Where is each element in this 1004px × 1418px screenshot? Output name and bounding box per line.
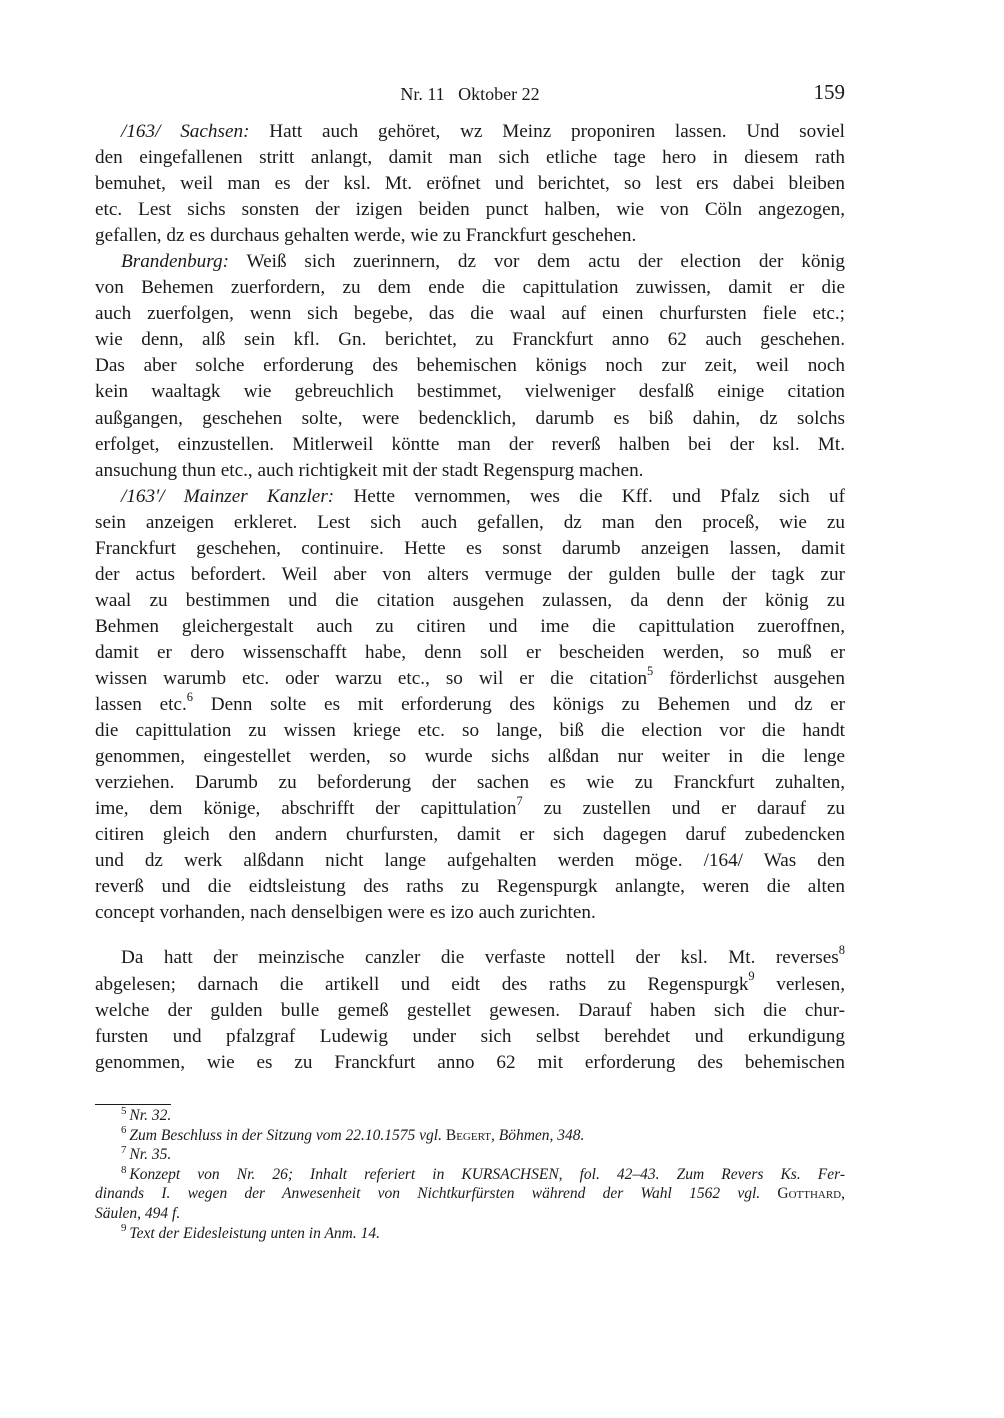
- text-line: /163/ Sachsen: Hatt auch gehöret, wz Meinz proponiren lassen. Und soviel: [121, 121, 845, 142]
- text-line: und dz werk alßdann nicht lange aufgehalten werden möge. /164/ Was den: [95, 850, 845, 872]
- footnotes: [95, 1106, 845, 1243]
- text-line: reverß und die eidtsleistung des raths zu Regenspurgk anlangte, weren die alten: [95, 876, 845, 898]
- footnote-ref[interactable]: 8: [838, 943, 845, 958]
- text-line: concept vorhanden, nach denselbigen were es izo auch zurichten.: [95, 902, 596, 924]
- text-line: damit er dero wissenschafft habe, denn soll er bescheiden werden, so muß er: [95, 641, 845, 663]
- text-line: citiren gleich den andern churfursten, damit er sich dagegen daruf zubedencken: [95, 824, 845, 846]
- paragraph-gap: [95, 926, 845, 945]
- page-number: 159: [813, 80, 845, 104]
- text-line: lassen etc.$^6$ Denn solte es mit erforderung des königs zu Behemen und dz er: [95, 689, 845, 716]
- paragraph-brandenburg: [95, 249, 845, 483]
- text-line: genommen, eingestellet werden, so wurde sichs alßdan nur weiter in die lenge: [95, 746, 845, 768]
- author-name: Begert: [445, 1126, 491, 1144]
- text-line: kein waaltagk wie gebreuchlich bestimmet, vielweniger desfalß einige citation: [95, 381, 845, 403]
- text-line: auch zuerfolgen, wenn sich begebe, das die waal auf einen churfursten fiele etc.;: [95, 303, 845, 325]
- text-line: ime, dem könige, abschrifft der capittulation$^7$ zu zustellen und er darauf zu: [95, 793, 845, 820]
- running-title: Nr. 11 Oktober 22: [400, 84, 540, 104]
- footnote-7: $^7$ Nr. 35.: [121, 1144, 172, 1164]
- footnote-9: $^9$ Text der Eidesleistung unten in Anm. 14.: [121, 1222, 380, 1242]
- text-line: welche der gulden bulle gemeß gestellet gewesen. Darauf haben sich die chur-: [95, 999, 845, 1021]
- footnote-8-cont: dinands I. wegen der Anwesenheit von Nichtkurfürsten während der Wahl 1562 vgl. Gotthard,: [95, 1185, 845, 1203]
- text-line: außgangen, geschehen solte, were bedencklich, darumb es biß dahin, dz solchs: [95, 407, 845, 429]
- text-line: fursten und pfalzgraf Ludewig under sich selbst berehdet und erkundigung: [95, 1025, 845, 1047]
- footnote-8-cont: Säulen, 494 f.: [95, 1204, 181, 1222]
- main-text: [95, 119, 845, 1076]
- footnote-ref[interactable]: 6: [186, 689, 194, 704]
- text-line: abgelesen; darnach die artikell und eidt des raths zu Regenspurgk$^9$ verlesen,: [95, 969, 845, 995]
- page-header: [95, 80, 845, 108]
- text-line: wissen warumb etc. oder warzu etc., so wil er die citation$^5$ förderlichst ausgehen: [95, 663, 845, 689]
- paragraph-sachsen: [95, 119, 845, 249]
- speaker-label: /163/ Sachsen:: [121, 121, 250, 142]
- text-line: gefallen, dz es durchaus gehalten werde, wie zu Franckfurt geschehen.: [95, 225, 637, 247]
- author-name: Gotthard: [777, 1185, 842, 1203]
- text-line: Franckfurt geschehen, continuire. Hette es sonst darumb anzeigen lassen, damit: [95, 537, 845, 559]
- text-line: der actus befordert. Weil aber von alters vermuge der gulden bulle der tagk zur: [95, 563, 845, 585]
- footnote-6: $^6$ Zum Beschluss in der Sitzung vom 22.10.1575 vgl. Begert, Böhmen, 348.: [121, 1124, 585, 1144]
- footnote-5: $^5$ Nr. 32.: [121, 1104, 172, 1124]
- text-line: waal zu bestimmen und die citation ausgehen zulassen, da denn der könig zu: [95, 589, 845, 611]
- text-line: Da hatt der meinzische canzler die verfaste nottell der ksl. Mt. reverses$^8$: [121, 943, 845, 969]
- speaker-label: Brandenburg:: [121, 251, 230, 273]
- text-line: /163'/ Mainzer Kanzler: Hette vernommen, wes die Kff. und Pfalz sich uf: [121, 485, 845, 507]
- text-line: erfolget, einzustellen. Mitlerweil köntte man der reverß halben bei der ksl. Mt.: [95, 433, 845, 455]
- text-line: ansuchung thun etc., auch richtigkeit mit der stadt Regenspurg machen.: [95, 459, 644, 481]
- text-line: Behmen gleichergestalt auch zu citiren und ime die capittulation zueroffnen,: [95, 615, 845, 637]
- footnote-separator: [95, 1104, 171, 1105]
- footnote-ref[interactable]: 7: [516, 793, 523, 808]
- speaker-label: /163'/ Mainzer Kanzler:: [121, 485, 335, 507]
- paragraph-narrative: [95, 945, 845, 1075]
- footnote-ref[interactable]: 5: [647, 663, 654, 678]
- text-line: von Behemen zuerfordern, zu dem ende die capittulation zuwissen, damit er die: [95, 277, 845, 299]
- text-line: verziehen. Darumb zu beforderung der sachen es wie zu Franckfurt zuhalten,: [95, 772, 845, 794]
- text-line: Brandenburg: Weiß sich zuerinnern, dz vor dem actu der election der könig: [121, 251, 845, 273]
- footnote-8: $^8$ Konzept von Nr. 26; Inhalt referiert in KURSACHSEN, fol. 42–43. Zum Revers Ks. Fer-: [121, 1163, 845, 1183]
- text-line: etc. Lest sichs sonsten der izigen beiden punct halben, wie von Cöln angezogen,: [95, 199, 845, 221]
- text-line: sein anzeigen erkleret. Lest sich auch gefallen, dz man den proceß, wie zu: [95, 511, 845, 533]
- footnote-ref[interactable]: 9: [748, 969, 755, 984]
- text-line: den eingefallenen stritt anlangt, damit man sich etliche tage hero in diesem rath: [95, 147, 845, 169]
- text-line: die capittulation zu wissen kriege etc. so lange, biß die election vor die handt: [95, 720, 845, 742]
- paragraph-mainzer-kanzler: [95, 484, 845, 927]
- text-line: genommen, wie es zu Franckfurt anno 62 mit erforderung des behemischen: [95, 1051, 845, 1073]
- text-line: wie denn, alß sein kfl. Gn. berichtet, zu Franckfurt anno 62 auch geschehen.: [95, 329, 845, 351]
- text-line: bemuhet, weil man es der ksl. Mt. eröfnet und berichtet, so lest ers dabei bleiben: [95, 173, 845, 195]
- text-line: Das aber solche erforderung des behemischen königs noch zur zeit, weil noch: [95, 355, 845, 377]
